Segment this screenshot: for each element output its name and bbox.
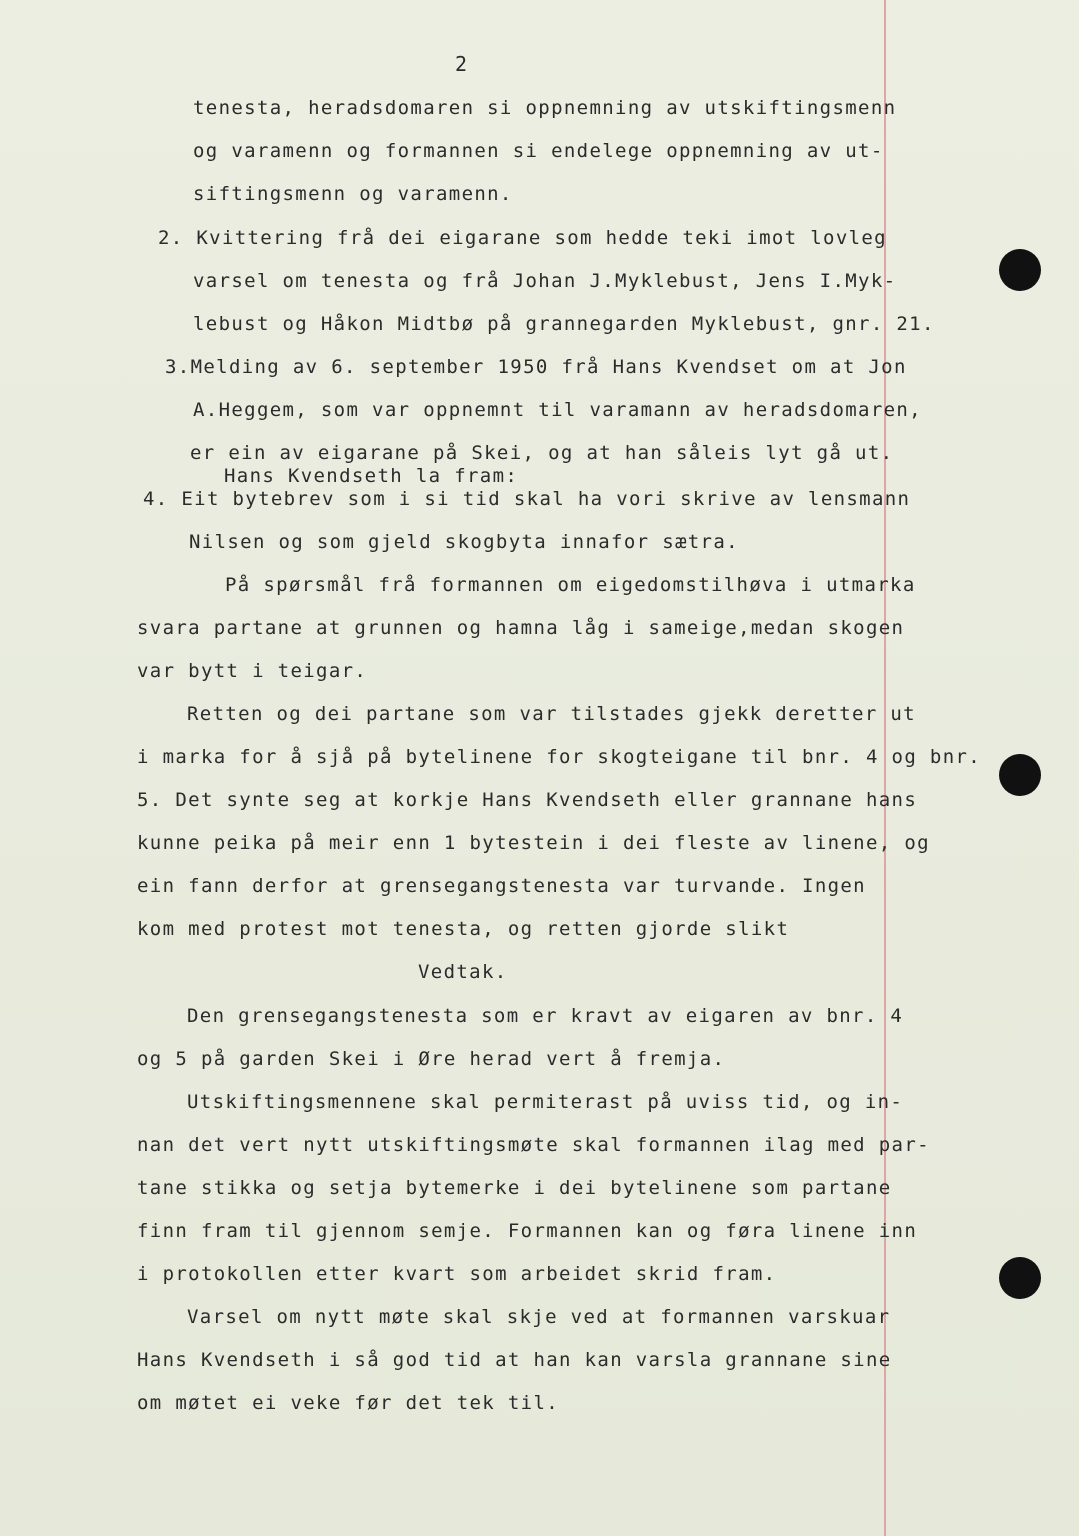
text-line: A.Heggem, som var oppnemnt til varamann av heradsdomaren, — [193, 399, 922, 421]
text-line: og varamenn og formannen si endelege oppnemning av ut- — [193, 140, 884, 162]
text-line: nan det vert nytt utskiftingsmøte skal formannen ilag med par- — [137, 1134, 930, 1156]
text-line: Hans Kvendseth i så god tid at han kan varsla grannane sine — [137, 1349, 892, 1371]
text-line: lebust og Håkon Midtbø på grannegarden Myklebust, gnr. 21. — [193, 313, 935, 335]
text-line: Utskiftingsmennene skal permiterast på uviss tid, og in- — [187, 1091, 904, 1113]
text-line: 5. Det synte seg at korkje Hans Kvendseth eller grannane hans — [137, 789, 918, 811]
text-line: og 5 på garden Skei i Øre herad vert å fremja. — [137, 1048, 726, 1070]
text-line: finn fram til gjennom semje. Formannen kan og føra linene inn — [137, 1220, 918, 1242]
text-line: var bytt i teigar. — [137, 660, 368, 682]
text-line: Retten og dei partane som var tilstades gjekk deretter ut — [187, 703, 916, 725]
text-line: kom med protest mot tenesta, og retten gjorde slikt — [137, 918, 790, 940]
text-line: i protokollen etter kvart som arbeidet skrid fram. — [137, 1263, 777, 1285]
heading-vedtak: Vedtak. — [418, 961, 508, 983]
text-line: svara partane at grunnen og hamna låg i sameige,medan skogen — [137, 617, 905, 639]
text-line: siftingsmenn og varamenn. — [193, 183, 513, 205]
text-line: 2. Kvittering frå dei eigarane som hedde teki imot lovleg — [158, 227, 887, 249]
punch-hole-bottom — [999, 1257, 1041, 1299]
text-line: ein fann derfor at grensegangstenesta var turvande. Ingen — [137, 875, 866, 897]
text-line: 3.Melding av 6. september 1950 frå Hans Kvendset om at Jon — [165, 356, 907, 378]
text-line: På spørsmål frå formannen om eigedomstilhøva i utmarka — [225, 574, 916, 596]
text-line: Nilsen og som gjeld skogbyta innafor sætra. — [189, 531, 739, 553]
page-number: 2 — [455, 52, 468, 76]
punch-hole-middle — [999, 754, 1041, 796]
text-line: Varsel om nytt møte skal skje ved at formannen varskuar — [187, 1306, 891, 1328]
text-line: varsel om tenesta og frå Johan J.Myklebust, Jens I.Myk- — [193, 270, 897, 292]
text-line: tane stikka og setja bytemerke i dei bytelinene som partane — [137, 1177, 892, 1199]
text-line: tenesta, heradsdomaren si oppnemning av utskiftingsmenn — [193, 97, 897, 119]
text-line: er ein av eigarane på Skei, og at han såleis lyt gå ut. — [190, 442, 894, 464]
punch-hole-top — [999, 249, 1041, 291]
text-line: Den grensegangstenesta som er kravt av eigaren av bnr. 4 — [187, 1005, 904, 1027]
text-line: i marka for å sjå på bytelinene for skogteigane til bnr. 4 og bnr. — [137, 746, 982, 768]
text-line: Hans Kvendseth la fram: — [224, 465, 519, 487]
text-line: 4. Eit bytebrev som i si tid skal ha vori skrive av lensmann — [143, 488, 911, 510]
text-line: kunne peika på meir enn 1 bytestein i dei fleste av linene, og — [137, 832, 930, 854]
text-line: om møtet ei veke før det tek til. — [137, 1392, 560, 1414]
